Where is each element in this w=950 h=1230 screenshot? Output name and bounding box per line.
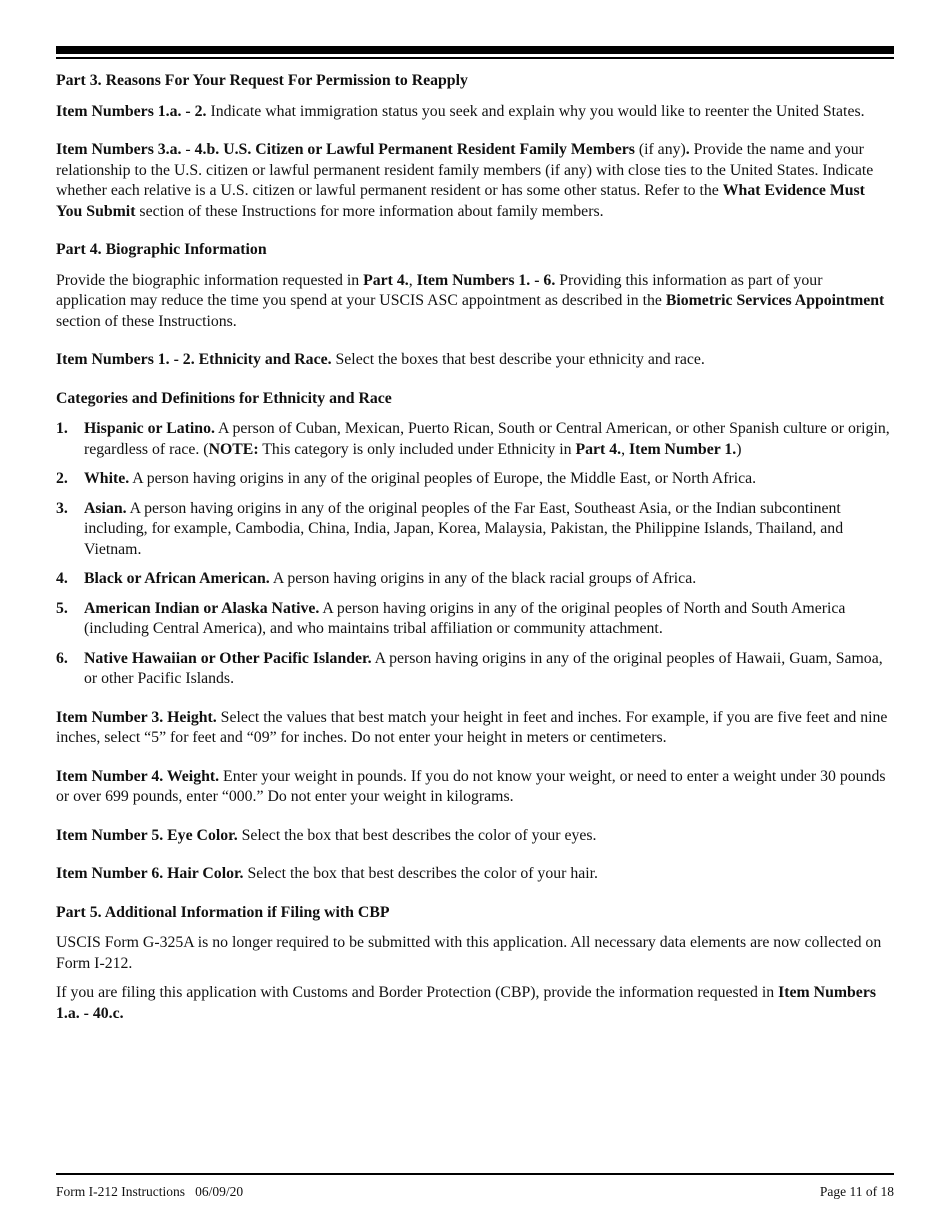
part4-item6-label: Item Number 6. Hair Color. [56, 865, 244, 882]
part4-item3-paragraph [56, 708, 894, 749]
part3-item3-label-a: Item Numbers 3.a. [56, 141, 182, 158]
category-text: A person having origins in any of the black racial groups of Africa. [269, 570, 697, 587]
category-text: A person of Cuban, Mexican, Puerto Rican, South or Central American, or other Spanish culture or origin, regardless of race. ( [84, 420, 890, 458]
category-text: A person having origins in any of the original peoples of the Far East, Southeast Asia, or the Indian subcontinent including, for example, Cambodia, China, India, Japan, Korea, Malaysia, Pakistan, the Philippine Islands, Thailand, and Vietnam. [84, 499, 844, 558]
header-rule-thin [56, 57, 894, 59]
part4-intro-t2: , [408, 271, 417, 289]
part5-para2-bold: Item Numbers 1.a. - 40.c. [56, 984, 876, 1022]
part5-para2-text: If you are filing this application with Customs and Border Protection (CBP), provide the information requested in [56, 984, 779, 1001]
part4-item12-text: Select the boxes that best describe your ethnicity and race. [331, 351, 705, 368]
category-title: White. [84, 470, 130, 487]
category-number: 1. [56, 420, 68, 437]
document-content [56, 71, 894, 1024]
part5-para2 [56, 983, 894, 1024]
category-note-label: NOTE: [208, 440, 259, 458]
part3-item1-label: Item Numbers 1.a. - 2. [56, 102, 207, 120]
page-footer [56, 1173, 894, 1200]
part3-item1-paragraph [56, 102, 894, 123]
part4-item5-label: Item Number 5. Eye Color. [56, 826, 238, 844]
part4-intro-t3: Providing this information as part of your application may reduce the time you spend at your USCIS ASC appointment as described in the [56, 271, 823, 309]
category-note-sep: , [621, 440, 630, 458]
part5-heading: Part 5. Additional Information if Filing with CBP [56, 903, 390, 921]
part4-item4-text: Enter your weight in pounds. If you do not know your weight, or need to enter a weight under 30 pounds or over 699 pounds, enter “000.” Do not enter your weight in kilograms. [56, 767, 886, 805]
header-rule-thick [56, 46, 894, 54]
category-number: 2. [56, 470, 68, 487]
part4-item5-text: Select the box that best describes the color of your eyes. [237, 826, 597, 844]
category-item [56, 649, 894, 690]
category-title: Native Hawaiian or Other Pacific Islander. [84, 649, 372, 667]
part4-intro-b3: Biometric Services Appointment [665, 292, 885, 309]
category-number: 4. [56, 570, 68, 587]
category-item [56, 599, 894, 640]
footer-row [56, 1184, 894, 1200]
category-item [56, 469, 894, 490]
part3-item3-dot: . [685, 141, 690, 158]
category-text: A person having origins in any of the original peoples of Europe, the Middle East, or North Africa. [129, 470, 757, 487]
category-title: Black or African American. [84, 570, 270, 587]
categories-list [56, 419, 894, 690]
category-item [56, 419, 894, 460]
part3-heading: Part 3. Reasons For Your Request For Permission to Reapply [56, 72, 468, 89]
part4-item5-paragraph [56, 826, 894, 847]
footer-rule [56, 1173, 894, 1175]
category-title: American Indian or Alaska Native. [84, 599, 320, 617]
page-body [56, 46, 894, 1042]
part4-item12-paragraph [56, 350, 894, 371]
part4-item3-label: Item Number 3. Height. [56, 708, 217, 726]
category-item [56, 499, 894, 561]
part3-item3-paren: (if any) [634, 141, 686, 158]
category-number: 6. [56, 649, 68, 667]
category-number: 3. [56, 499, 68, 517]
part4-intro-t1: Provide the biographic information requested in [56, 271, 364, 289]
part4-intro-b2: Item Numbers 1. - 6. [416, 271, 556, 289]
part4-item4-paragraph [56, 767, 894, 808]
part3-item3-text2: section of these Instructions for more information about family members. [135, 202, 604, 220]
footer-form-info: Form I-212 Instructions 06/09/20 [56, 1184, 244, 1199]
part3-item3-sep: - [181, 141, 195, 158]
category-text: A person having origins in any of the original peoples of Hawaii, Guam, Samoa, or other Pacific Islands. [84, 649, 883, 687]
part3-item1-text: Indicate what immigration status you seek and explain why you would like to reenter the United States. [206, 102, 865, 120]
part4-intro-paragraph [56, 271, 894, 333]
part4-item4-label: Item Number 4. Weight. [56, 767, 220, 785]
category-note-text: This category is only included under Ethnicity in [258, 440, 576, 458]
part3-item3-text1: Provide the name and your relationship to the U.S. citizen or lawful permanent resident family members (if any) with close ties to the United States. Indicate whether each relative is a U.S. citizen or lawful permanent resident or has some other status. Refer to the [56, 141, 874, 199]
part4-item3-text: Select the values that best match your height in feet and inches. For example, if you are five feet and nine inches, select “5” for feet and “09” for inches. Do not enter your height in meters or centimeters. [56, 708, 888, 746]
footer-page-number: Page 11 of 18 [819, 1184, 894, 1199]
category-item [56, 569, 894, 590]
part4-intro-b1: Part 4. [363, 271, 409, 289]
part5-para1: USCIS Form G-325A is no longer required to be submitted with this application. All necessary data elements are now collected on Form I-212. [56, 934, 882, 972]
part3-item3-bold: What Evidence Must You Submit [56, 182, 865, 220]
part4-item6-text: Select the box that best describes the color of your hair. [243, 865, 598, 882]
category-note-end: ) [736, 440, 742, 458]
category-note-b2: Item Number 1. [629, 440, 737, 458]
category-text: A person having origins in any of the original peoples of North and South America (including Central America), and who maintains tribal affiliation or community attachment. [84, 599, 846, 637]
part3-item3-paragraph [56, 140, 894, 222]
category-title: Hispanic or Latino. [84, 420, 215, 437]
part4-item12-label: Item Numbers 1. - 2. Ethnicity and Race. [56, 351, 332, 368]
category-note-b1: Part 4. [575, 440, 622, 458]
category-number: 5. [56, 599, 68, 617]
part4-intro-t4: section of these Instructions. [56, 312, 237, 330]
part4-item6-paragraph [56, 864, 894, 885]
part3-item3-label-b: 4.b. U.S. Citizen or Lawful Permanent Resident Family Members [194, 141, 635, 158]
categories-heading: Categories and Definitions for Ethnicity and Race [56, 389, 392, 407]
part4-heading: Part 4. Biographic Information [56, 241, 267, 258]
category-title: Asian. [84, 499, 127, 517]
